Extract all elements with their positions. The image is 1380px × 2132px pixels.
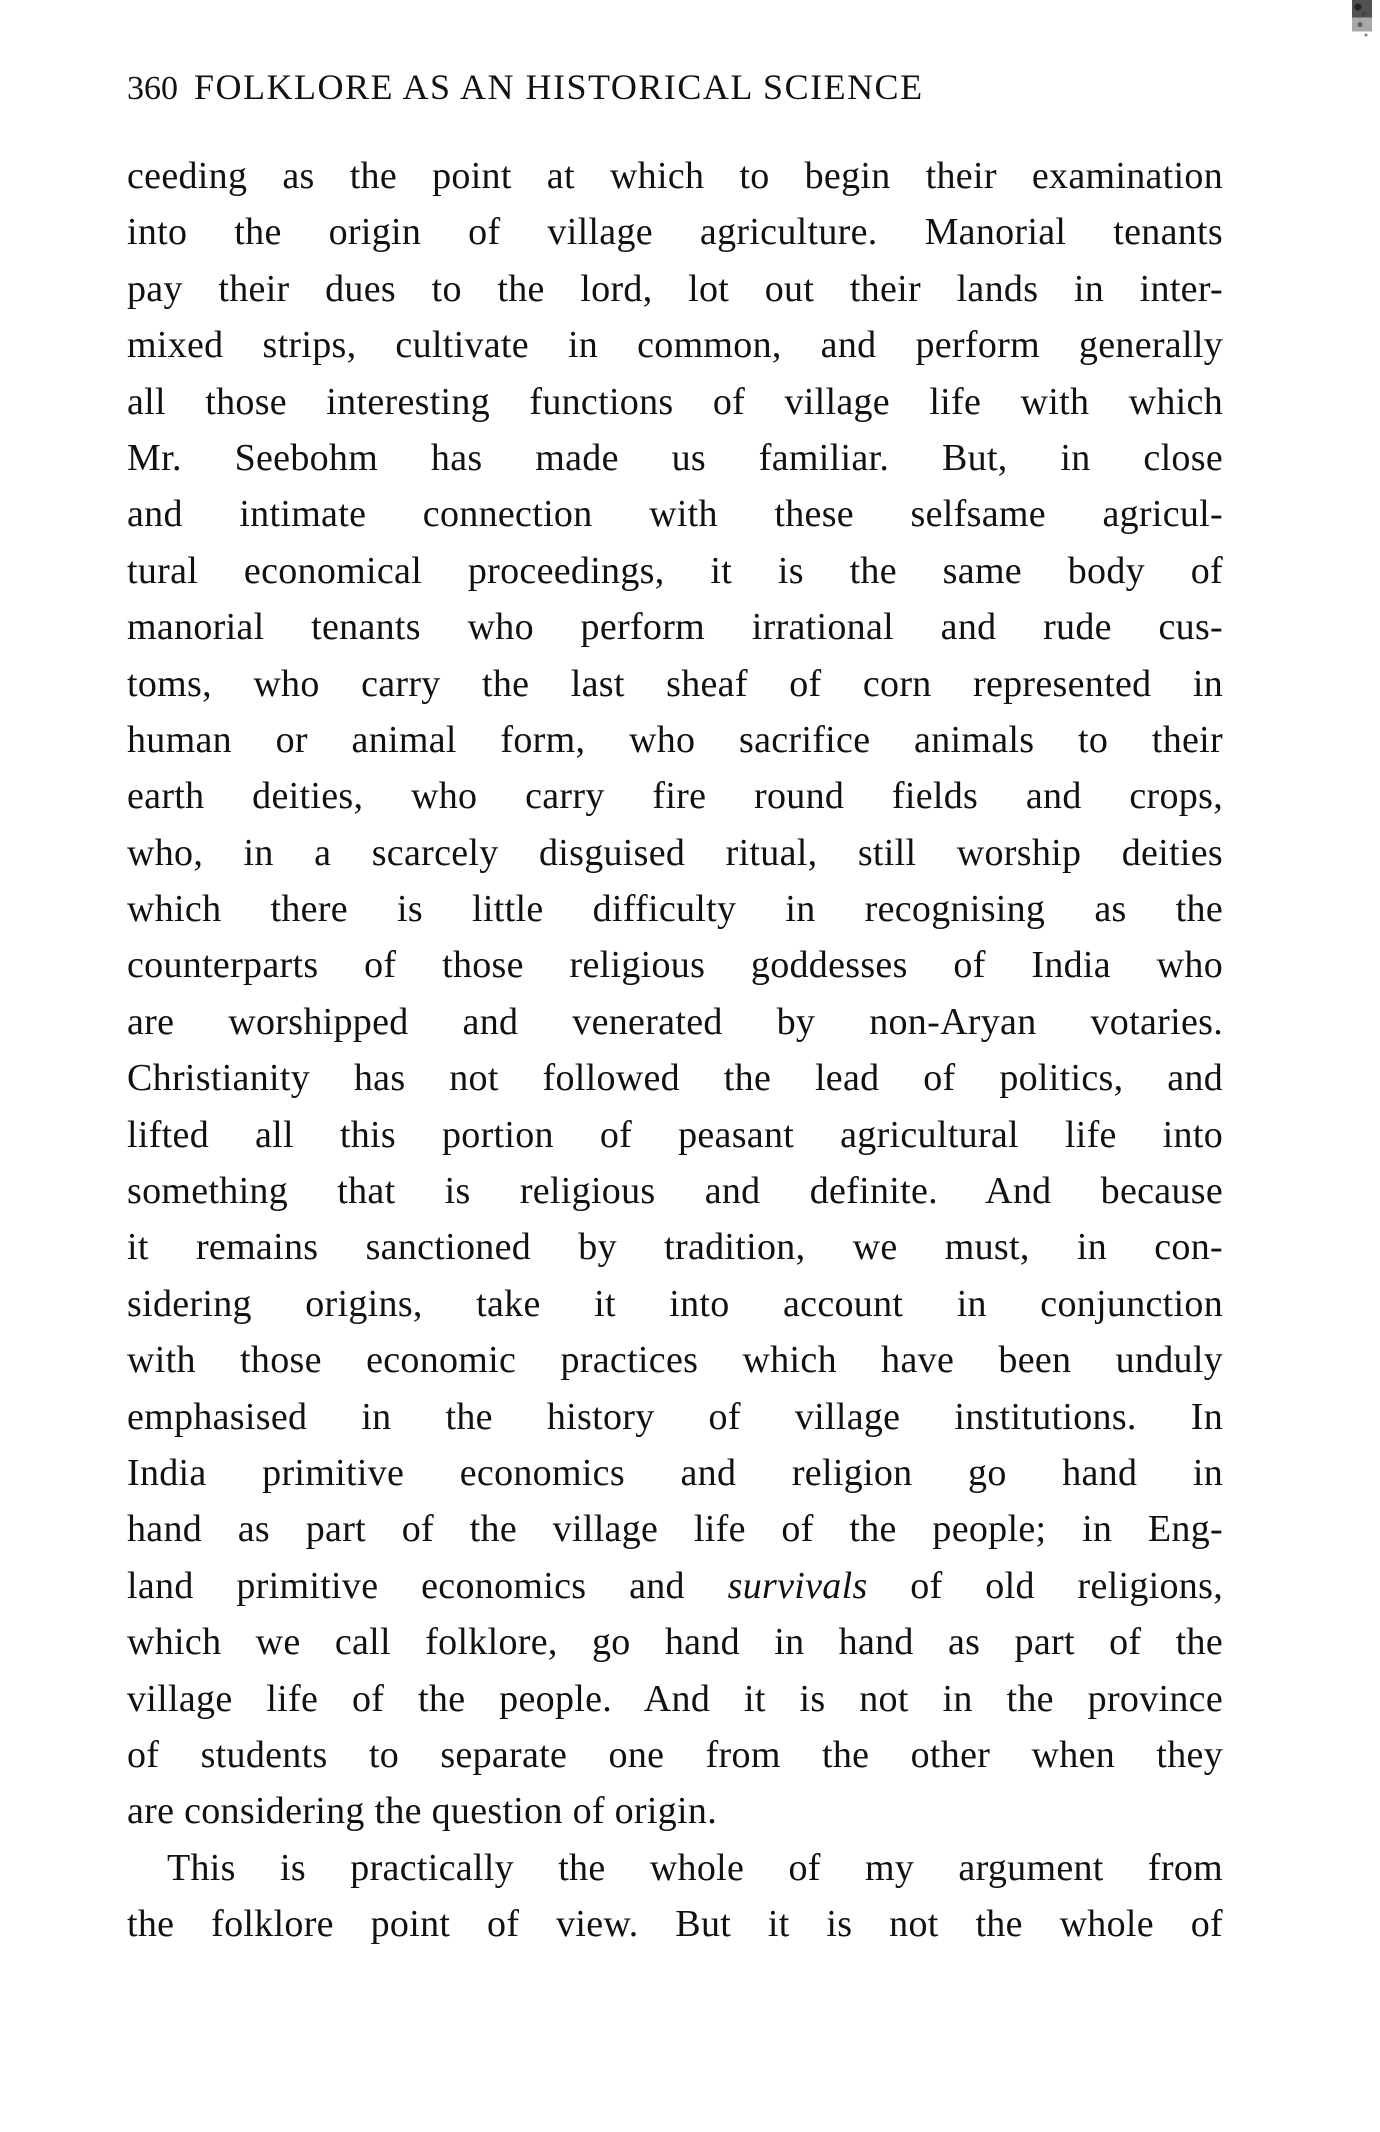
text-line: pay their dues to the lord, lot out their lands in inter- [127,267,1223,310]
text-line: earth deities, who carry fire round fields and crops, [127,775,1223,818]
text-line-paragraph-end: are considering the question of origin. [127,1790,717,1833]
text-fragment: of old religions, [867,1564,1223,1607]
text-line: into the origin of village agriculture. Manorial tenants [127,211,1223,254]
text-line: counterparts of those religious goddesses of India who [127,944,1223,987]
text-line: village life of the people. And it is not in the province [127,1677,1223,1720]
body-text [127,148,1223,1953]
running-title: FOLKLORE AS AN HISTORICAL SCIENCE [194,67,924,107]
text-line: which there is little difficulty in recognising as the [127,888,1223,931]
text-line: ceeding as the point at which to begin their examination [127,155,1223,197]
text-line: are worshipped and venerated by non-Aryan votaries. [127,1000,1223,1043]
text-line: sidering origins, take it into account in conjunction [127,1282,1223,1325]
text-line: all those interesting functions of village life with which [127,380,1223,423]
text-line: Mr. Seebohm has made us familiar. But, in close [127,436,1223,479]
italic-term: survivals [727,1564,868,1607]
text-line: lifted all this portion of peasant agricultural life into [127,1113,1223,1156]
text-line: which we call folklore, go hand in hand as part of the [127,1621,1223,1664]
text-line: with those economic practices which have been unduly [127,1339,1223,1382]
page-number: 360 [127,70,178,107]
text-line: Christianity has not followed the lead of politics, and [127,1057,1223,1100]
text-fragment: land primitive economics and [127,1564,728,1607]
text-line: of students to separate one from the other when they [127,1733,1223,1776]
text-line: India primitive economics and religion go hand in [127,1451,1223,1494]
text-line: the folklore point of view. But it is not the whole of [127,1903,1223,1946]
text-line: emphasised in the history of village institutions. In [127,1395,1223,1438]
text-line-paragraph-start: This is practically the whole of my argument from [167,1846,1223,1889]
text-line: human or animal form, who sacrifice animals to their [127,718,1223,761]
text-line: tural economical proceedings, it is the same body of [127,549,1223,592]
text-line: manorial tenants who perform irrational and rude cus- [127,606,1223,649]
text-line: mixed strips, cultivate in common, and perform generally [127,324,1223,367]
text-line: who, in a scarcely disguised ritual, still worship deities [127,831,1223,874]
text-line: hand as part of the village life of the people; in Eng- [127,1508,1223,1551]
text-line: something that is religious and definite. And because [127,1170,1223,1213]
text-line: toms, who carry the last sheaf of corn represented in [127,662,1223,705]
running-header [127,62,924,114]
text-line: it remains sanctioned by tradition, we must, in con- [127,1226,1223,1269]
text-line-with-italic [127,1558,1223,1614]
scan-artifact [1352,0,1372,70]
text-line: and intimate connection with these selfsame agricul- [127,493,1223,536]
